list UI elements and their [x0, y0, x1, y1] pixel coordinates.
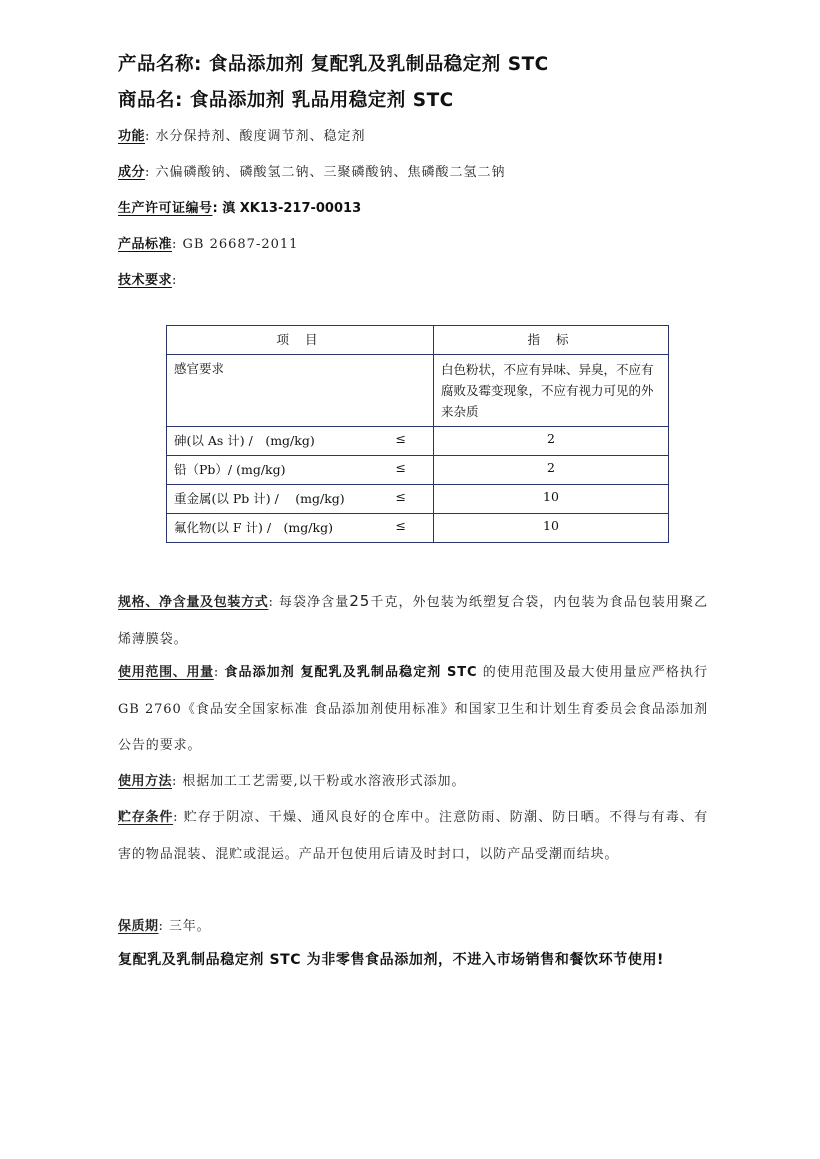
ingredients-value: : 六偏磷酸钠、磷酸氢二钠、三聚磷酸钠、焦磷酸二氢二钠 [145, 165, 506, 180]
row-value: 10 [434, 514, 669, 543]
row-item [167, 355, 434, 427]
row-value: 2 [434, 427, 669, 456]
row-item-text: 铅（Pb）/ (mg/kg) [174, 462, 286, 477]
row-value: 2 [434, 456, 669, 485]
row-operator: ≤ [395, 431, 406, 446]
row-item [167, 427, 434, 456]
row-operator: ≤ [395, 489, 406, 504]
tech-req-label: 技术要求 [118, 273, 173, 288]
row-item [167, 514, 434, 543]
usage-scope-label: 使用范围、用量 [118, 665, 214, 680]
product-name-label: 产品名称: [118, 54, 202, 75]
license-line [118, 197, 361, 216]
packaging-label: 规格、净含量及包装方式 [118, 595, 269, 610]
row-item-text: 砷(以 As 计) / (mg/kg) [174, 433, 315, 448]
usage-method-paragraph [118, 764, 708, 801]
table-row [167, 355, 669, 427]
usage-scope-paragraph [118, 655, 708, 765]
license-label: 生产许可证编号 [118, 201, 213, 216]
standard-value: : GB 26687-2011 [172, 237, 299, 252]
shelf-life-value: : 三年。 [158, 919, 211, 934]
row-item-text: 重金属(以 Pb 计) / (mg/kg) [174, 491, 345, 506]
table-row [167, 514, 669, 543]
usage-method-value: : 根据加工工艺需要,以干粉或水溶液形式添加。 [172, 774, 466, 789]
table-row [167, 427, 669, 456]
packaging-amount: 25 [349, 592, 371, 610]
standard-label: 产品标准 [118, 237, 173, 252]
standard-line [118, 233, 298, 252]
trade-name-value: 食品添加剂 乳品用稳定剂 STC [189, 90, 454, 111]
product-name-line [118, 50, 549, 76]
packaging-paragraph [118, 583, 708, 658]
row-item-text: 氟化物(以 F 计) / (mg/kg) [174, 520, 333, 535]
ingredients-line [118, 161, 506, 180]
row-value: 白色粉状，不应有异味、异臭，不应有腐败及霉变现象，不应有视力可见的外来杂质 [434, 355, 669, 427]
tech-req-value: : [172, 273, 178, 288]
tech-req-line [118, 269, 177, 288]
storage-value: : 贮存于阴凉、干燥、通风良好的仓库中。注意防雨、防潮、防日晒。不得与有毒、有害的物品混装、混贮或混运。产品开包使用后请及时封口，以防产品受潮而结块。 [118, 810, 708, 862]
table-row [167, 485, 669, 514]
row-item [167, 456, 434, 485]
product-name-value: 食品添加剂 复配乳及乳制品稳定剂 STC [208, 54, 549, 75]
header-index: 指 标 [434, 326, 669, 355]
usage-scope-text-a: : [213, 665, 225, 680]
shelf-life-label: 保质期 [118, 919, 159, 934]
function-value: : 水分保持剂、酸度调节剂、稳定剂 [145, 129, 366, 144]
row-value: 10 [434, 485, 669, 514]
table-row [167, 456, 669, 485]
header-item: 项 目 [167, 326, 434, 355]
license-value: : 滇 XK13-217-00013 [212, 201, 362, 216]
storage-paragraph [118, 800, 708, 873]
function-label: 功能 [118, 129, 146, 144]
row-item-text: 感官要求 [174, 361, 225, 376]
row-operator: ≤ [395, 460, 406, 475]
function-line [118, 125, 366, 144]
trade-name-label: 商品名: [118, 90, 183, 111]
row-item [167, 485, 434, 514]
spec-table [166, 325, 669, 543]
shelf-life-paragraph [118, 909, 708, 946]
row-operator: ≤ [395, 518, 406, 533]
packaging-text-a: : 每袋净含量 [268, 595, 350, 610]
usage-scope-product: 食品添加剂 复配乳及乳制品稳定剂 STC [224, 665, 478, 680]
ingredients-label: 成分 [118, 165, 146, 180]
usage-method-label: 使用方法 [118, 774, 173, 789]
packaging-text-b: 千克，外包装为纸塑复合袋，内包装为食品包装用聚乙烯薄膜袋。 [118, 595, 709, 647]
usage-scope-text-b: 的使用范围及最大使用量应严格执行 GB 2760《食品安全国家标准 食品添加剂使用标准》和国家卫生和计划生育委员会食品添加剂公告的要求。 [118, 665, 709, 753]
table-header-row [167, 326, 669, 355]
storage-label: 贮存条件 [118, 810, 174, 825]
trade-name-line [118, 86, 454, 112]
notice-paragraph: 复配乳及乳制品稳定剂 STC 为非零售食品添加剂，不进入市场销售和餐饮环节使用! [118, 952, 665, 968]
